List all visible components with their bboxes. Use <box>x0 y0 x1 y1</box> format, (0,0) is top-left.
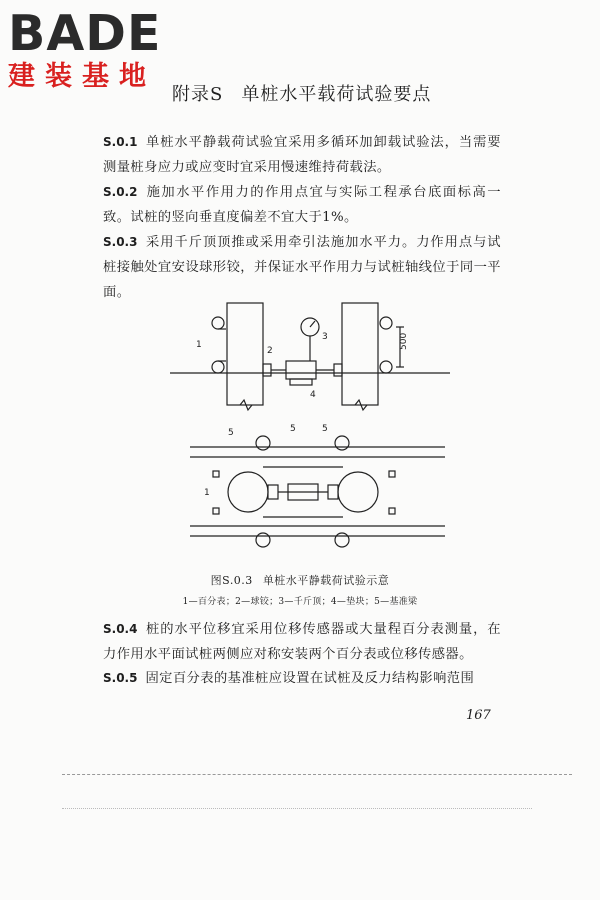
clause-s-0-4 <box>103 617 501 667</box>
logo-chinese: 建装基地 <box>8 61 156 92</box>
dimension-label: 500 <box>399 332 409 350</box>
site-logo <box>6 6 176 96</box>
callout-3: 3 <box>322 332 328 342</box>
logo-wordmark: BADE <box>8 5 162 62</box>
callout-5a: 5 <box>228 428 234 438</box>
callout-4: 4 <box>310 390 316 400</box>
callout-5c: 5 <box>322 424 328 434</box>
pad <box>290 379 312 385</box>
caption-text: 单桩水平静载荷试验示意 <box>262 574 390 587</box>
clause-s-0-1 <box>103 130 501 180</box>
test-pile-plan-left <box>228 472 268 512</box>
callout-2: 2 <box>267 346 273 356</box>
caption-label: 图S.0.3 <box>210 574 253 587</box>
clause-number: S.0.1 <box>103 135 138 149</box>
figure-legend: 1—百分表；2—球铰；3—千斤顶；4—垫块；5—基准梁 <box>182 597 418 607</box>
dial-indicator <box>212 317 224 329</box>
clause-text: 固定百分表的基准桩应设置在试桩及反力结构影响范围 <box>145 671 475 686</box>
reference-pile <box>335 436 349 450</box>
dial-indicator <box>380 361 392 373</box>
test-setup-diagram <box>160 295 460 560</box>
figure-caption <box>0 572 600 588</box>
clause-text: 施加水平作用力的作用点宜与实际工程承台底面标高一致。试桩的竖向垂直度偏差不宜大于1%。 <box>103 185 501 225</box>
appendix-title: 单桩水平载荷试验要点 <box>241 84 432 105</box>
ball-hinge-left <box>263 364 271 376</box>
clause-s-0-5 <box>103 666 501 691</box>
jack <box>286 361 316 379</box>
page-title <box>172 80 431 106</box>
callout-5b: 5 <box>290 424 296 434</box>
right-pile <box>342 303 378 405</box>
clause-number: S.0.3 <box>103 235 138 249</box>
clause-number: S.0.5 <box>103 671 138 685</box>
footer-dots <box>62 808 532 810</box>
clause-text: 单桩水平静载荷试验宜采用多循环加卸载试验法，当需要测量桩身应力或应变时宜采用慢速维持荷载法。 <box>103 135 501 175</box>
pressure-gauge <box>301 318 319 336</box>
clause-number: S.0.4 <box>103 622 138 636</box>
page-number: 167 <box>466 708 491 723</box>
clause-s-0-3 <box>103 230 501 305</box>
clause-number: S.0.2 <box>103 185 138 199</box>
reference-pile <box>256 436 270 450</box>
callout-1-plan: 1 <box>204 488 210 498</box>
clause-text: 采用千斤顶顶推或采用牵引法施加水平力。力作用点与试桩接触处宜安设球形铰，并保证水平作用力与试桩轴线位于同一平面。 <box>103 235 501 300</box>
clause-s-0-2 <box>103 180 501 230</box>
test-pile-plan-right <box>338 472 378 512</box>
left-pile <box>227 303 263 405</box>
footer-rule <box>62 774 572 776</box>
dial-indicator <box>212 361 224 373</box>
callout-1: 1 <box>196 340 202 350</box>
dial-indicator <box>380 317 392 329</box>
ball-hinge-right <box>334 364 342 376</box>
appendix-label: 附录S <box>172 84 224 105</box>
clause-text: 桩的水平位移宜采用位移传感器或大量程百分表测量，在力作用水平面试桩两侧应对称安装两个百分表或位移传感器。 <box>103 622 501 662</box>
